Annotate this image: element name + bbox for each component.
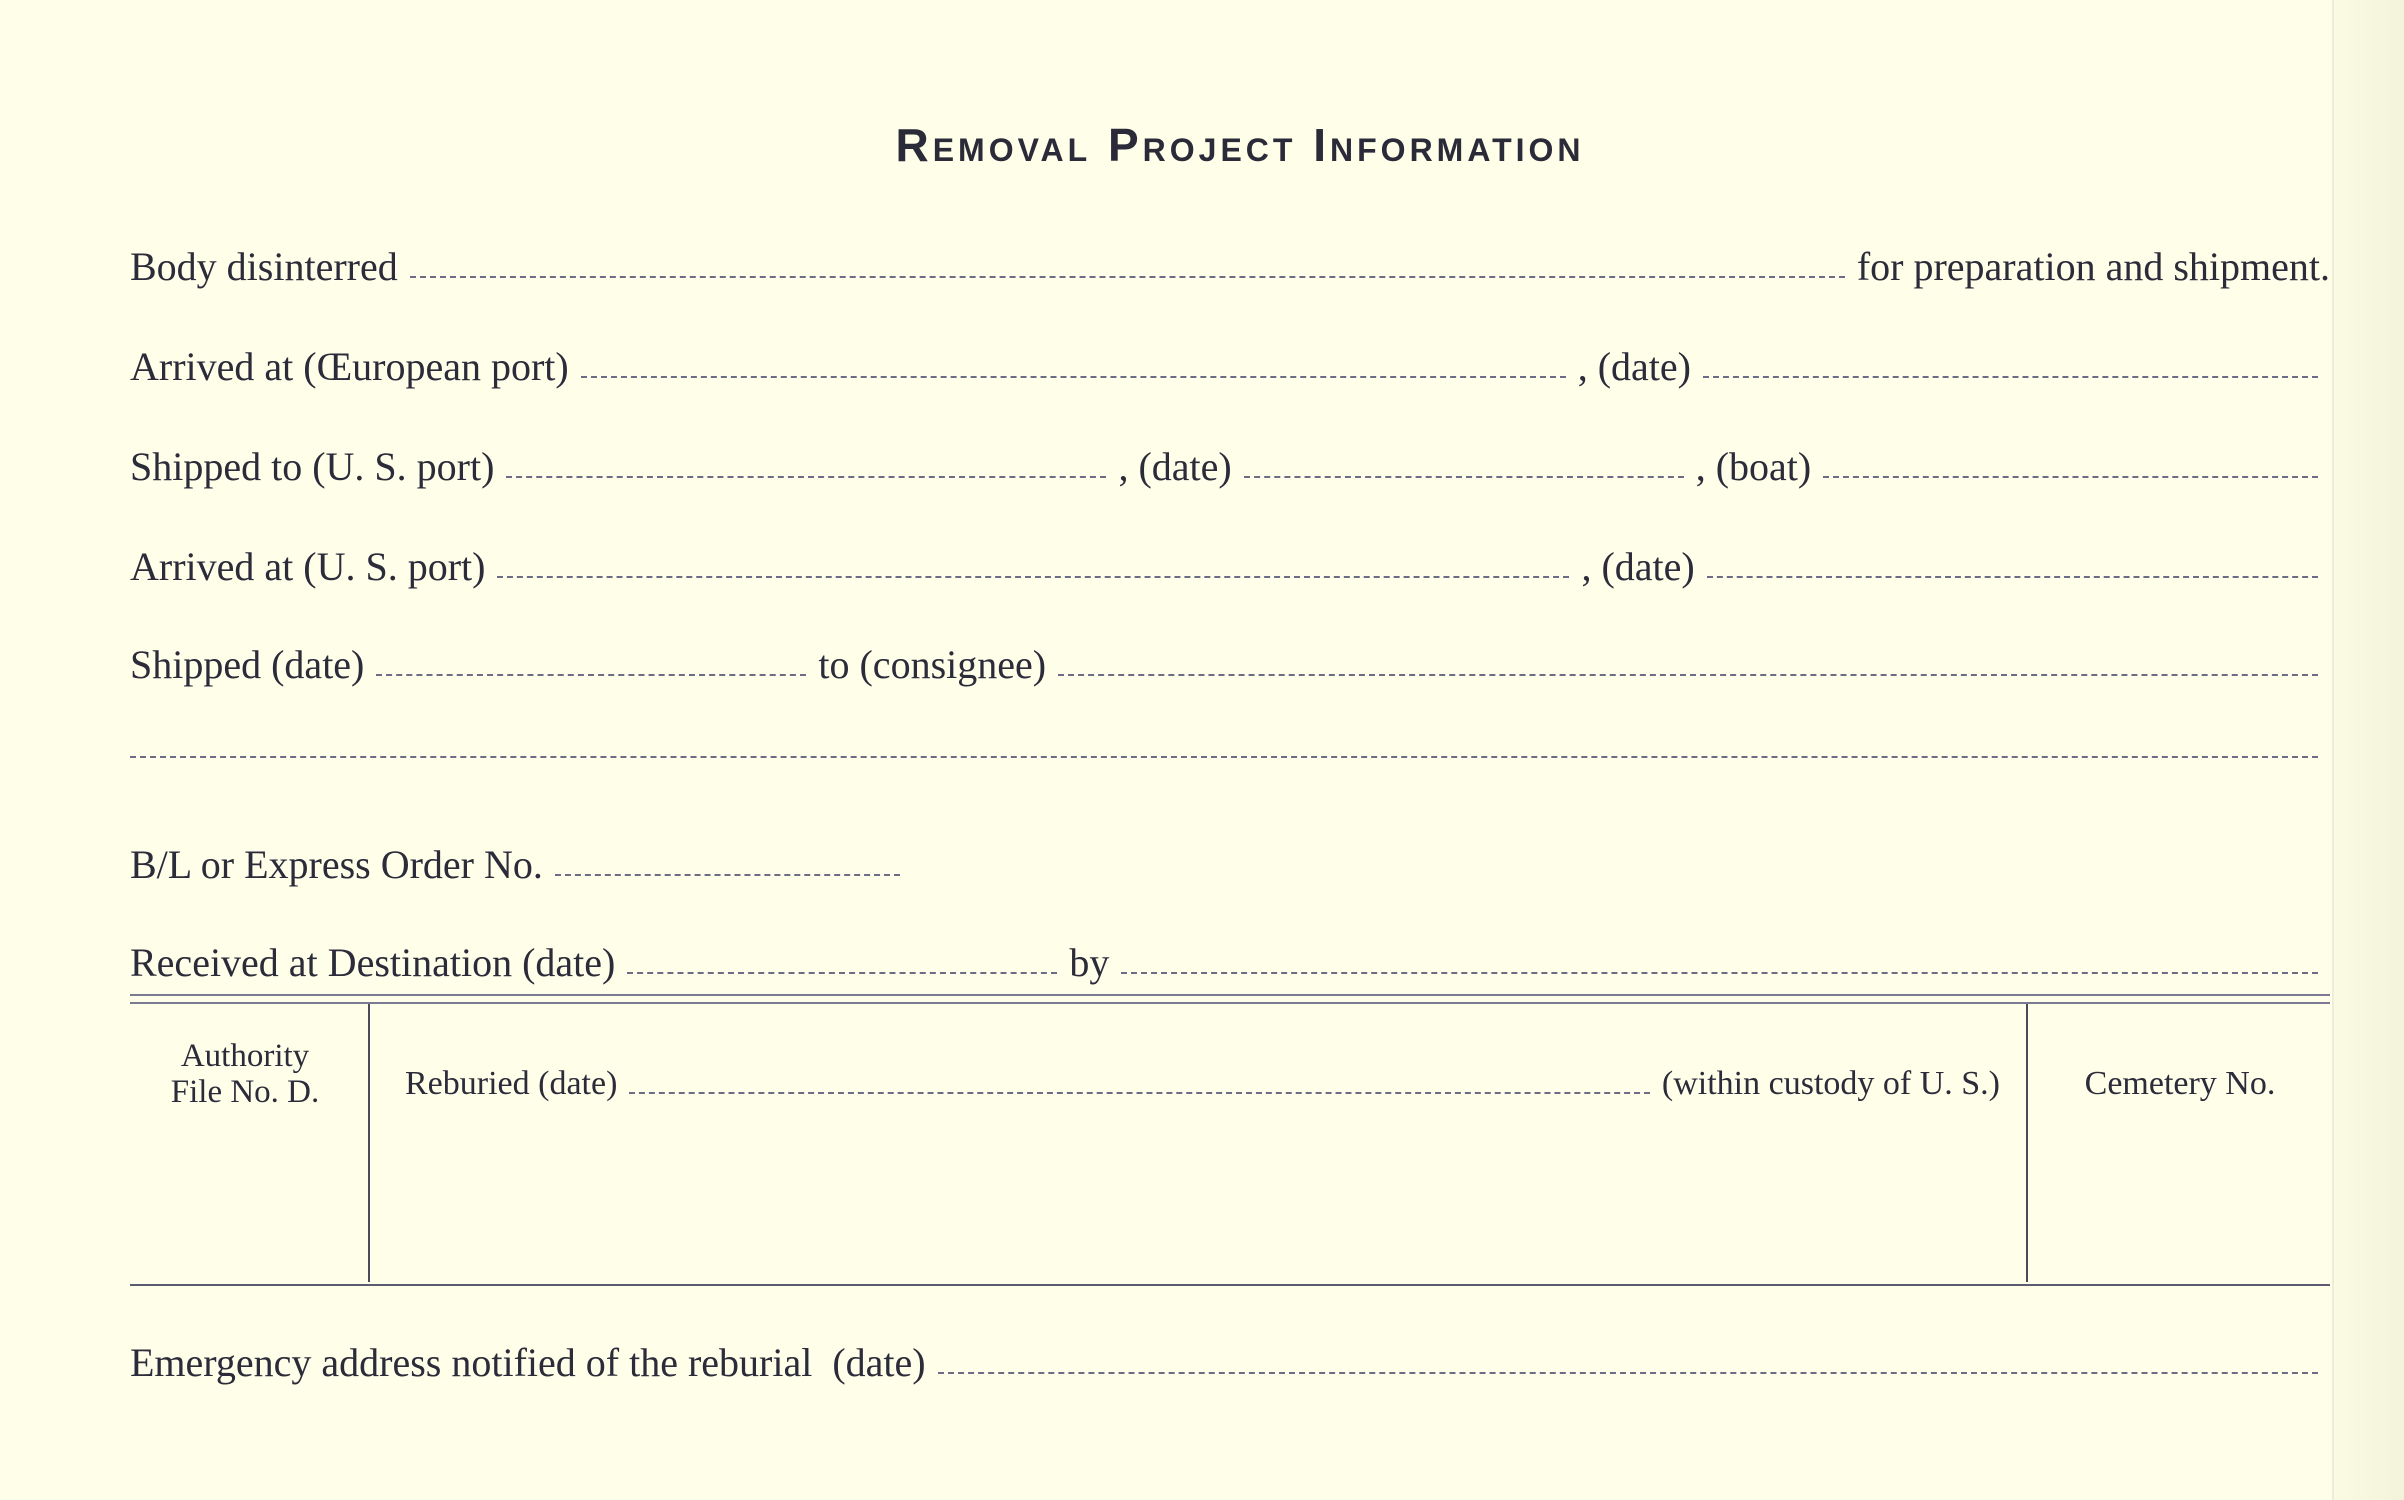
shipped-us-label: Shipped to (U. S. port) bbox=[130, 444, 495, 489]
row-body-disinterred bbox=[130, 230, 2330, 290]
european-port-field[interactable] bbox=[581, 376, 1566, 378]
arrived-european-date-label: , (date) bbox=[1577, 344, 1691, 389]
row-bl-order bbox=[130, 828, 2330, 888]
bl-order-field[interactable] bbox=[555, 874, 900, 876]
form-title: Removal Project Information bbox=[895, 119, 1585, 171]
authority-label: Authority bbox=[180, 1038, 310, 1074]
received-date-field[interactable] bbox=[627, 972, 1057, 974]
row-arrived-us bbox=[130, 530, 2330, 590]
consignee-field[interactable] bbox=[1058, 674, 2318, 676]
received-by-field[interactable] bbox=[1121, 972, 2318, 974]
shipped-us-date-label: , (date) bbox=[1118, 444, 1232, 489]
received-label: Received at Destination (date) bbox=[130, 940, 616, 985]
row-consignee-continued bbox=[130, 710, 2330, 770]
arrived-us-label: Arrived at (U. S. port) bbox=[130, 544, 486, 589]
row-shipped-us bbox=[130, 430, 2330, 490]
row-arrived-european bbox=[130, 330, 2330, 390]
cemetery-no-label: Cemetery No. bbox=[2084, 1065, 2276, 1102]
reburied-row bbox=[405, 1065, 2000, 1103]
file-no-label: File No. D. bbox=[170, 1074, 320, 1110]
consignee-label: to (consignee) bbox=[818, 642, 1047, 687]
row-shipped-date bbox=[130, 628, 2330, 688]
reburied-label: Reburied (date) bbox=[405, 1065, 618, 1102]
box-divider-left bbox=[368, 1004, 370, 1282]
by-label: by bbox=[1069, 940, 1110, 985]
body-disinterred-label: Body disinterred bbox=[130, 244, 398, 289]
row-emergency bbox=[130, 1326, 2330, 1386]
shipped-us-date-field[interactable] bbox=[1244, 476, 1684, 478]
arrived-us-date-label: , (date) bbox=[1581, 544, 1695, 589]
emergency-label: Emergency address notified of the reburial (date) bbox=[130, 1340, 926, 1385]
card-edge bbox=[2332, 0, 2404, 1500]
box-divider-right bbox=[2026, 1004, 2028, 1282]
box-top-rule bbox=[130, 994, 2330, 1004]
arrived-us-port-field[interactable] bbox=[497, 576, 1569, 578]
us-port-field[interactable] bbox=[506, 476, 1106, 478]
shipped-date-label: Shipped (date) bbox=[130, 642, 365, 687]
box-bottom-rule bbox=[130, 1284, 2330, 1286]
preparation-shipment-label: for preparation and shipment. bbox=[1856, 244, 2330, 289]
custody-label: (within custody of U. S.) bbox=[1661, 1065, 2000, 1102]
reburied-date-field[interactable] bbox=[629, 1092, 1650, 1094]
authority-file-label bbox=[130, 1038, 360, 1110]
row-received bbox=[130, 926, 2330, 986]
arrived-us-date-field[interactable] bbox=[1707, 576, 2318, 578]
shipped-date-field[interactable] bbox=[376, 674, 806, 676]
consignee-continued-field[interactable] bbox=[130, 756, 2318, 758]
arrived-european-date-field[interactable] bbox=[1703, 376, 2318, 378]
boat-field[interactable] bbox=[1823, 476, 2318, 478]
body-disinterred-field[interactable] bbox=[410, 276, 1845, 278]
boat-label: , (boat) bbox=[1695, 444, 1812, 489]
emergency-date-field[interactable] bbox=[938, 1372, 2318, 1374]
bl-order-label: B/L or Express Order No. bbox=[130, 842, 543, 887]
arrived-european-label: Arrived at (Œuropean port) bbox=[130, 344, 569, 389]
